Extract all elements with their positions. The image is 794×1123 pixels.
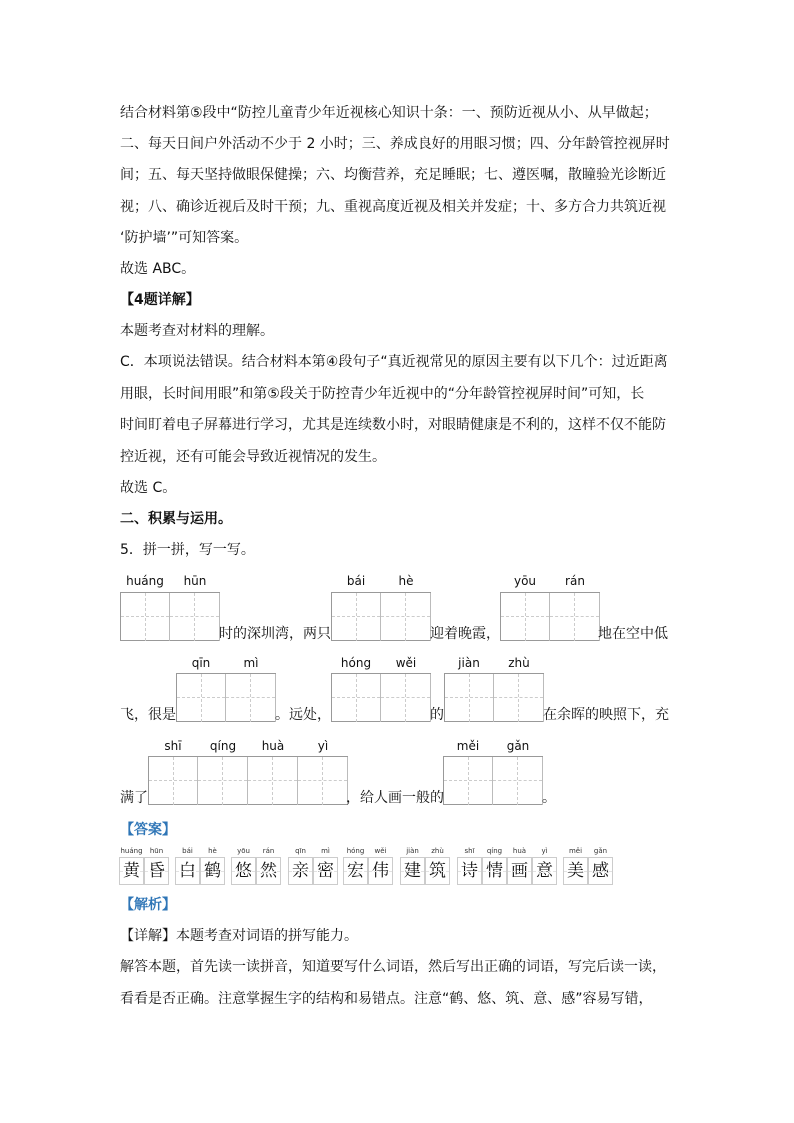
sentence-fragment: 。远处， [275, 707, 331, 723]
writing-cell[interactable] [493, 757, 543, 805]
sentence-fragment: 迎着晚霞， [430, 626, 500, 642]
writing-cell[interactable] [148, 757, 198, 805]
writing-cell[interactable] [120, 593, 170, 641]
pinyin-label: hóng [340, 656, 372, 670]
writing-grid[interactable] [331, 673, 431, 722]
answer-pinyin: hóng [346, 847, 365, 855]
text-line: 间；五、每天坚持做眼保健操；六、均衡营养，充足睡眠；七、遵医嘱，散瞳验光诊断近 [120, 167, 666, 183]
answer-label: 【答案】 [120, 822, 176, 838]
answer-pinyin: gǎn [593, 847, 608, 855]
writing-cell[interactable] [494, 674, 544, 722]
text-line: 时间盯着电子屏幕进行学习，尤其是连续数小时，对眼睛健康是不利的，这样不仅不能防 [120, 417, 666, 433]
answer-character: 白 [175, 857, 200, 885]
answer-character: 筑 [425, 857, 450, 885]
sentence-fragment: 飞，很是 [120, 707, 176, 723]
text-line: ‘防护墙’”可知答案。 [120, 230, 249, 246]
answer-character: 然 [256, 857, 281, 885]
pinyin-label: mì [243, 656, 259, 670]
sentence-fragment: 满了 [120, 790, 148, 806]
answer-pinyin: rán [262, 847, 275, 855]
text-line: 故选 C。 [120, 480, 177, 496]
writing-cell[interactable] [248, 757, 298, 805]
sentence-fragment: 。 [542, 790, 556, 806]
pinyin-label: rán [565, 574, 585, 588]
text-line: 本题考查对材料的理解。 [120, 323, 274, 339]
text-line: 控近视，还有可能会导致近视情况的发生。 [120, 449, 386, 465]
answer-pinyin: shī [464, 847, 475, 855]
sentence-fragment: 时的深圳湾，两只 [219, 626, 331, 642]
writing-cell[interactable] [176, 674, 226, 722]
answer-character: 密 [313, 857, 338, 885]
pinyin-label: zhù [508, 656, 530, 670]
answer-character: 美 [563, 857, 588, 885]
answer-pinyin: mì [321, 847, 330, 855]
writing-cell[interactable] [500, 593, 550, 641]
writing-grid[interactable] [443, 756, 543, 805]
writing-grid[interactable] [120, 592, 220, 641]
pinyin-label: yì [317, 739, 329, 753]
pinyin-label: jiàn [458, 656, 480, 670]
pinyin-label: huáng [126, 574, 164, 588]
q4-heading: 【4题详解】 [120, 292, 200, 308]
text-line: 结合材料第⑤段中“防控儿童青少年近视核心知识十条：一、预防近视从小、从早做起； [120, 105, 658, 121]
pinyin-label: měi [456, 739, 480, 753]
answer-character: 建 [400, 857, 425, 885]
pinyin-label: wěi [395, 656, 417, 670]
writing-cell[interactable] [170, 593, 220, 641]
pinyin-label: bái [346, 574, 366, 588]
answer-pinyin: qíng [486, 847, 503, 855]
pinyin-label: hūn [183, 574, 207, 588]
answer-character: 悠 [231, 857, 256, 885]
sentence-fragment: 在余晖的映照下，充 [543, 707, 669, 723]
answer-pinyin: qīn [295, 847, 306, 855]
q5-title: 5．拼一拼，写一写。 [120, 542, 255, 558]
writing-cell[interactable] [198, 757, 248, 805]
sentence-fragment: ，给人画一般的 [346, 790, 444, 806]
writing-grid[interactable] [148, 756, 348, 805]
text-line: 二、每天日间户外活动不少于 2 小时；三、养成良好的用眼习惯；四、分年龄管控视屏时 [120, 136, 670, 152]
writing-grid[interactable] [331, 592, 431, 641]
writing-cell[interactable] [381, 593, 431, 641]
answer-pinyin: hūn [149, 847, 164, 855]
detail-label: 【详解】 [120, 928, 176, 944]
pinyin-label: gǎn [506, 739, 530, 753]
answer-character: 诗 [457, 857, 482, 885]
answer-pinyin: jiàn [406, 847, 419, 855]
answer-pinyin: měi [568, 847, 583, 855]
answer-character: 鹤 [200, 857, 225, 885]
pinyin-label: yōu [513, 574, 537, 588]
analysis-label: 【解析】 [120, 897, 176, 913]
answer-pinyin: huáng [120, 847, 143, 855]
answer-character: 亲 [288, 857, 313, 885]
writing-cell[interactable] [444, 674, 494, 722]
sentence-fragment: 地在空中低 [598, 626, 668, 642]
pinyin-label: hè [398, 574, 414, 588]
text-line: 故选 ABC。 [120, 261, 196, 277]
answer-pinyin: wěi [374, 847, 387, 855]
writing-cell[interactable] [443, 757, 493, 805]
answer-pinyin: huà [512, 847, 527, 855]
writing-cell[interactable] [331, 674, 381, 722]
answer-pinyin: bái [182, 847, 193, 855]
answer-character: 意 [532, 857, 557, 885]
answer-character: 黄 [119, 857, 144, 885]
answer-pinyin: hè [208, 847, 217, 855]
text: 本题考查对词语的拼写能力。 [176, 928, 358, 944]
writing-cell[interactable] [381, 674, 431, 722]
writing-grid[interactable] [444, 673, 544, 722]
answer-character: 画 [507, 857, 532, 885]
writing-cell[interactable] [226, 674, 276, 722]
text-line: 看看是否正确。注意掌握生字的结构和易错点。注意“鹤、悠、筑、意、感”容易写错， [120, 991, 653, 1007]
writing-cell[interactable] [550, 593, 600, 641]
writing-grid[interactable] [176, 673, 276, 722]
answer-character: 情 [482, 857, 507, 885]
section-heading: 二、积累与运用。 [120, 511, 232, 527]
text-line: 用眼，长时间用眼”和第⑤段关于防控青少年近视中的“分年龄管控视屏时间”可知，长 [120, 386, 645, 402]
detail-line [120, 927, 358, 945]
writing-cell[interactable] [298, 757, 348, 805]
text-line: C．本项说法错误。结合材料本第④段句子“真近视常见的原因主要有以下几个：过近距离 [120, 354, 668, 370]
answer-pinyin: yì [541, 847, 548, 855]
answer-pinyin: yōu [237, 847, 250, 855]
answer-pinyin: zhù [431, 847, 444, 855]
pinyin-label: huà [261, 739, 285, 753]
pinyin-label: shī [164, 739, 182, 753]
text-line: 解答本题，首先读一读拼音，知道要写什么词语，然后写出正确的词语，写完后读一读， [120, 959, 666, 975]
answer-character: 宏 [343, 857, 368, 885]
pinyin-label: qíng [209, 739, 237, 753]
text-line: 视；八、确诊近视后及时干预；九、重视高度近视及相关并发症；十、多方合力共筑近视 [120, 199, 666, 215]
writing-grid[interactable] [500, 592, 600, 641]
answer-character: 感 [588, 857, 613, 885]
sentence-fragment: 的 [430, 707, 444, 723]
answer-character: 伟 [368, 857, 393, 885]
writing-cell[interactable] [331, 593, 381, 641]
pinyin-label: qīn [191, 656, 211, 670]
answer-character: 昏 [144, 857, 169, 885]
